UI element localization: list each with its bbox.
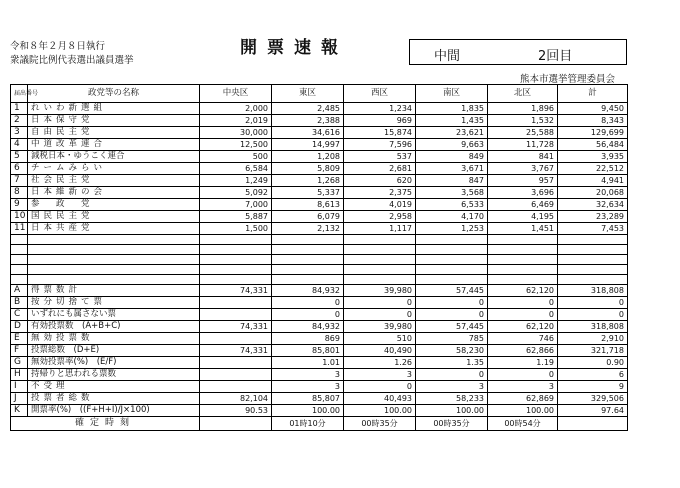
value-cell: 1,234 [344, 103, 416, 115]
value-cell: 1.01 [272, 357, 344, 369]
row-number: D [11, 321, 28, 333]
value-cell: 62,866 [488, 345, 558, 357]
value-cell: 1,435 [416, 115, 488, 127]
row-name: 持帰りと思われる票数 [28, 369, 200, 381]
value-cell: 11,728 [488, 139, 558, 151]
row-number: A [11, 285, 28, 297]
row-number: 9 [11, 199, 28, 211]
value-cell: 62,120 [488, 285, 558, 297]
value-cell: 5,887 [200, 211, 272, 223]
value-cell: 3,568 [416, 187, 488, 199]
value-cell: 7,000 [200, 199, 272, 211]
party-row [11, 115, 628, 127]
value-cell: 1,896 [488, 103, 558, 115]
value-cell: 62,869 [488, 393, 558, 405]
row-name: 日本共産党 [28, 223, 200, 235]
value-cell [200, 297, 272, 309]
row-name: チームみらい [28, 163, 200, 175]
value-cell: 3,767 [488, 163, 558, 175]
value-cell: 2,000 [200, 103, 272, 115]
confirm-time-cell: 00時54分 [488, 417, 558, 431]
value-cell: 62,120 [488, 321, 558, 333]
value-cell: 5,092 [200, 187, 272, 199]
party-row [11, 175, 628, 187]
table-header-row [11, 85, 628, 103]
row-name: 参 政 党 [28, 199, 200, 211]
value-cell: 1,117 [344, 223, 416, 235]
total-cell: 56,484 [558, 139, 628, 151]
party-row [11, 211, 628, 223]
value-cell: 12,500 [200, 139, 272, 151]
confirm-time-cell: 01時10分 [272, 417, 344, 431]
row-name: 不受理 [28, 381, 200, 393]
value-cell: 100.00 [416, 405, 488, 417]
confirm-time-cell [200, 417, 272, 431]
value-cell: 0 [272, 297, 344, 309]
party-row [11, 187, 628, 199]
party-row [11, 151, 628, 163]
value-cell: 1,268 [272, 175, 344, 187]
spacer-row [11, 255, 628, 265]
row-number: E [11, 333, 28, 345]
value-cell: 5,809 [272, 163, 344, 175]
value-cell: 58,233 [416, 393, 488, 405]
value-cell: 25,588 [488, 127, 558, 139]
committee-name: 熊本市選挙管理委員会 [520, 74, 616, 85]
value-cell: 4,170 [416, 211, 488, 223]
confirm-time-row [11, 417, 628, 431]
value-cell: 1,835 [416, 103, 488, 115]
value-cell: 1,249 [200, 175, 272, 187]
party-row [11, 223, 628, 235]
summary-row [11, 357, 628, 369]
total-cell: 20,068 [558, 187, 628, 199]
value-cell: 849 [416, 151, 488, 163]
summary-row [11, 369, 628, 381]
total-cell: 0 [558, 297, 628, 309]
value-cell: 746 [488, 333, 558, 345]
value-cell: 1.35 [416, 357, 488, 369]
value-cell: 847 [416, 175, 488, 187]
row-number: B [11, 297, 28, 309]
value-cell: 2,132 [272, 223, 344, 235]
value-cell: 620 [344, 175, 416, 187]
value-cell: 0 [488, 297, 558, 309]
total-cell: 129,699 [558, 127, 628, 139]
value-cell: 0 [344, 297, 416, 309]
value-cell: 82,104 [200, 393, 272, 405]
summary-row [11, 297, 628, 309]
row-name: 無効投票数 [28, 333, 200, 345]
total-cell: 9 [558, 381, 628, 393]
value-cell: 85,807 [272, 393, 344, 405]
value-cell [200, 381, 272, 393]
value-cell: 74,331 [200, 321, 272, 333]
value-cell: 6,533 [416, 199, 488, 211]
row-name: 中道改革連合 [28, 139, 200, 151]
value-cell: 7,596 [344, 139, 416, 151]
row-number: H [11, 369, 28, 381]
row-number: 7 [11, 175, 28, 187]
value-cell: 2,485 [272, 103, 344, 115]
value-cell: 100.00 [272, 405, 344, 417]
header-district: 南区 [416, 85, 488, 103]
summary-row [11, 333, 628, 345]
page-title: 開票速報 [240, 38, 348, 58]
row-name: 国民民主党 [28, 211, 200, 223]
party-row [11, 139, 628, 151]
value-cell: 100.00 [344, 405, 416, 417]
summary-row [11, 345, 628, 357]
value-cell: 23,621 [416, 127, 488, 139]
row-number: 2 [11, 115, 28, 127]
summary-row [11, 321, 628, 333]
row-number: I [11, 381, 28, 393]
party-row [11, 103, 628, 115]
value-cell: 2,375 [344, 187, 416, 199]
total-cell: 9,450 [558, 103, 628, 115]
value-cell: 785 [416, 333, 488, 345]
value-cell: 1.26 [344, 357, 416, 369]
value-cell: 2,019 [200, 115, 272, 127]
row-name: 有効投票数 (A+B+C) [28, 321, 200, 333]
value-cell: 3 [272, 369, 344, 381]
total-cell: 4,941 [558, 175, 628, 187]
value-cell: 90.53 [200, 405, 272, 417]
total-cell: 32,634 [558, 199, 628, 211]
total-cell: 2,910 [558, 333, 628, 345]
value-cell: 3 [272, 381, 344, 393]
value-cell: 0 [344, 381, 416, 393]
total-cell: 329,506 [558, 393, 628, 405]
value-cell: 57,445 [416, 285, 488, 297]
round-label: 2回目 [538, 49, 573, 64]
row-name: 無効投票率(%) (E/F) [28, 357, 200, 369]
value-cell: 39,980 [344, 321, 416, 333]
total-cell: 22,512 [558, 163, 628, 175]
total-cell: 321,718 [558, 345, 628, 357]
total-cell: 0 [558, 309, 628, 321]
header-district: 西区 [344, 85, 416, 103]
value-cell: 6,584 [200, 163, 272, 175]
value-cell: 39,980 [344, 285, 416, 297]
value-cell: 8,613 [272, 199, 344, 211]
total-cell: 7,453 [558, 223, 628, 235]
value-cell: 0 [488, 369, 558, 381]
row-name: 開票率(%) ((F+H+I)/J×100) [28, 405, 200, 417]
total-cell: 318,808 [558, 285, 628, 297]
value-cell: 15,874 [344, 127, 416, 139]
value-cell: 34,616 [272, 127, 344, 139]
row-name: 投票者総数 [28, 393, 200, 405]
value-cell: 3,696 [488, 187, 558, 199]
summary-row [11, 393, 628, 405]
value-cell: 0 [488, 309, 558, 321]
value-cell: 100.00 [488, 405, 558, 417]
header-party-name: 政党等の名称 [28, 85, 200, 103]
spacer-row [11, 265, 628, 275]
election-name: 衆議院比例代表選出議員選挙 [10, 55, 134, 66]
value-cell: 841 [488, 151, 558, 163]
total-cell: 6 [558, 369, 628, 381]
header-district: 中央区 [200, 85, 272, 103]
row-name: 社会民主党 [28, 175, 200, 187]
value-cell: 0 [416, 309, 488, 321]
value-cell: 6,469 [488, 199, 558, 211]
row-name: 投票総数 (D+E) [28, 345, 200, 357]
value-cell [200, 333, 272, 345]
value-cell: 57,445 [416, 321, 488, 333]
confirm-time-label: 確定時刻 [11, 417, 200, 431]
value-cell: 84,932 [272, 285, 344, 297]
value-cell: 0 [416, 369, 488, 381]
row-number: 5 [11, 151, 28, 163]
header-number: 届出番号 [11, 85, 28, 103]
row-name: 減税日本・ゆうこく連合 [28, 151, 200, 163]
row-number: 4 [11, 139, 28, 151]
total-cell: 23,289 [558, 211, 628, 223]
value-cell: 3 [416, 381, 488, 393]
total-cell: 3,935 [558, 151, 628, 163]
value-cell: 869 [272, 333, 344, 345]
spacer-row [11, 245, 628, 255]
value-cell [200, 357, 272, 369]
row-name: 得票数計 [28, 285, 200, 297]
value-cell [200, 369, 272, 381]
row-number: 6 [11, 163, 28, 175]
value-cell: 14,997 [272, 139, 344, 151]
row-number: 3 [11, 127, 28, 139]
value-cell: 1,253 [416, 223, 488, 235]
value-cell: 0 [416, 297, 488, 309]
row-number: J [11, 393, 28, 405]
status-label: 中間 [434, 49, 461, 64]
total-cell: 318,808 [558, 321, 628, 333]
row-number: F [11, 345, 28, 357]
value-cell: 957 [488, 175, 558, 187]
value-cell: 3,671 [416, 163, 488, 175]
value-cell: 1,532 [488, 115, 558, 127]
row-number: 1 [11, 103, 28, 115]
value-cell: 969 [344, 115, 416, 127]
value-cell: 2,958 [344, 211, 416, 223]
row-name: れいわ新選組 [28, 103, 200, 115]
total-cell: 8,343 [558, 115, 628, 127]
value-cell: 4,019 [344, 199, 416, 211]
value-cell: 1,451 [488, 223, 558, 235]
value-cell: 5,337 [272, 187, 344, 199]
party-row [11, 199, 628, 211]
row-name: 日本維新の会 [28, 187, 200, 199]
row-number: 11 [11, 223, 28, 235]
value-cell: 58,230 [416, 345, 488, 357]
row-name: 按分切捨て票 [28, 297, 200, 309]
summary-row [11, 309, 628, 321]
confirm-time-cell [558, 417, 628, 431]
total-cell: 97.64 [558, 405, 628, 417]
value-cell: 1,208 [272, 151, 344, 163]
value-cell: 4,195 [488, 211, 558, 223]
summary-row [11, 381, 628, 393]
value-cell: 1.19 [488, 357, 558, 369]
row-name: 自由民主党 [28, 127, 200, 139]
party-row [11, 163, 628, 175]
row-number: G [11, 357, 28, 369]
confirm-time-cell: 00時35分 [416, 417, 488, 431]
value-cell: 84,932 [272, 321, 344, 333]
value-cell: 3 [488, 381, 558, 393]
spacer-row [11, 235, 628, 245]
row-number: 8 [11, 187, 28, 199]
value-cell: 510 [344, 333, 416, 345]
row-name: 日本保守党 [28, 115, 200, 127]
header-total: 計 [558, 85, 628, 103]
row-name: いずれにも属さない票 [28, 309, 200, 321]
value-cell: 537 [344, 151, 416, 163]
confirm-time-cell: 00時35分 [344, 417, 416, 431]
results-table [10, 84, 628, 431]
value-cell: 30,000 [200, 127, 272, 139]
value-cell: 74,331 [200, 345, 272, 357]
header-district: 東区 [272, 85, 344, 103]
election-date: 令和８年２月８日執行 [10, 41, 106, 52]
value-cell: 2,388 [272, 115, 344, 127]
value-cell: 74,331 [200, 285, 272, 297]
value-cell: 40,493 [344, 393, 416, 405]
value-cell [200, 309, 272, 321]
status-box [409, 39, 627, 65]
row-number: C [11, 309, 28, 321]
row-number: 10 [11, 211, 28, 223]
row-number: K [11, 405, 28, 417]
summary-row [11, 285, 628, 297]
value-cell: 6,079 [272, 211, 344, 223]
value-cell: 9,663 [416, 139, 488, 151]
spacer-row [11, 275, 628, 285]
value-cell: 40,490 [344, 345, 416, 357]
value-cell: 0 [272, 309, 344, 321]
total-cell: 0.90 [558, 357, 628, 369]
value-cell: 2,681 [344, 163, 416, 175]
summary-row [11, 405, 628, 417]
value-cell: 85,801 [272, 345, 344, 357]
header-district: 北区 [488, 85, 558, 103]
value-cell: 500 [200, 151, 272, 163]
value-cell: 3 [344, 369, 416, 381]
value-cell: 0 [344, 309, 416, 321]
value-cell: 1,500 [200, 223, 272, 235]
party-row [11, 127, 628, 139]
